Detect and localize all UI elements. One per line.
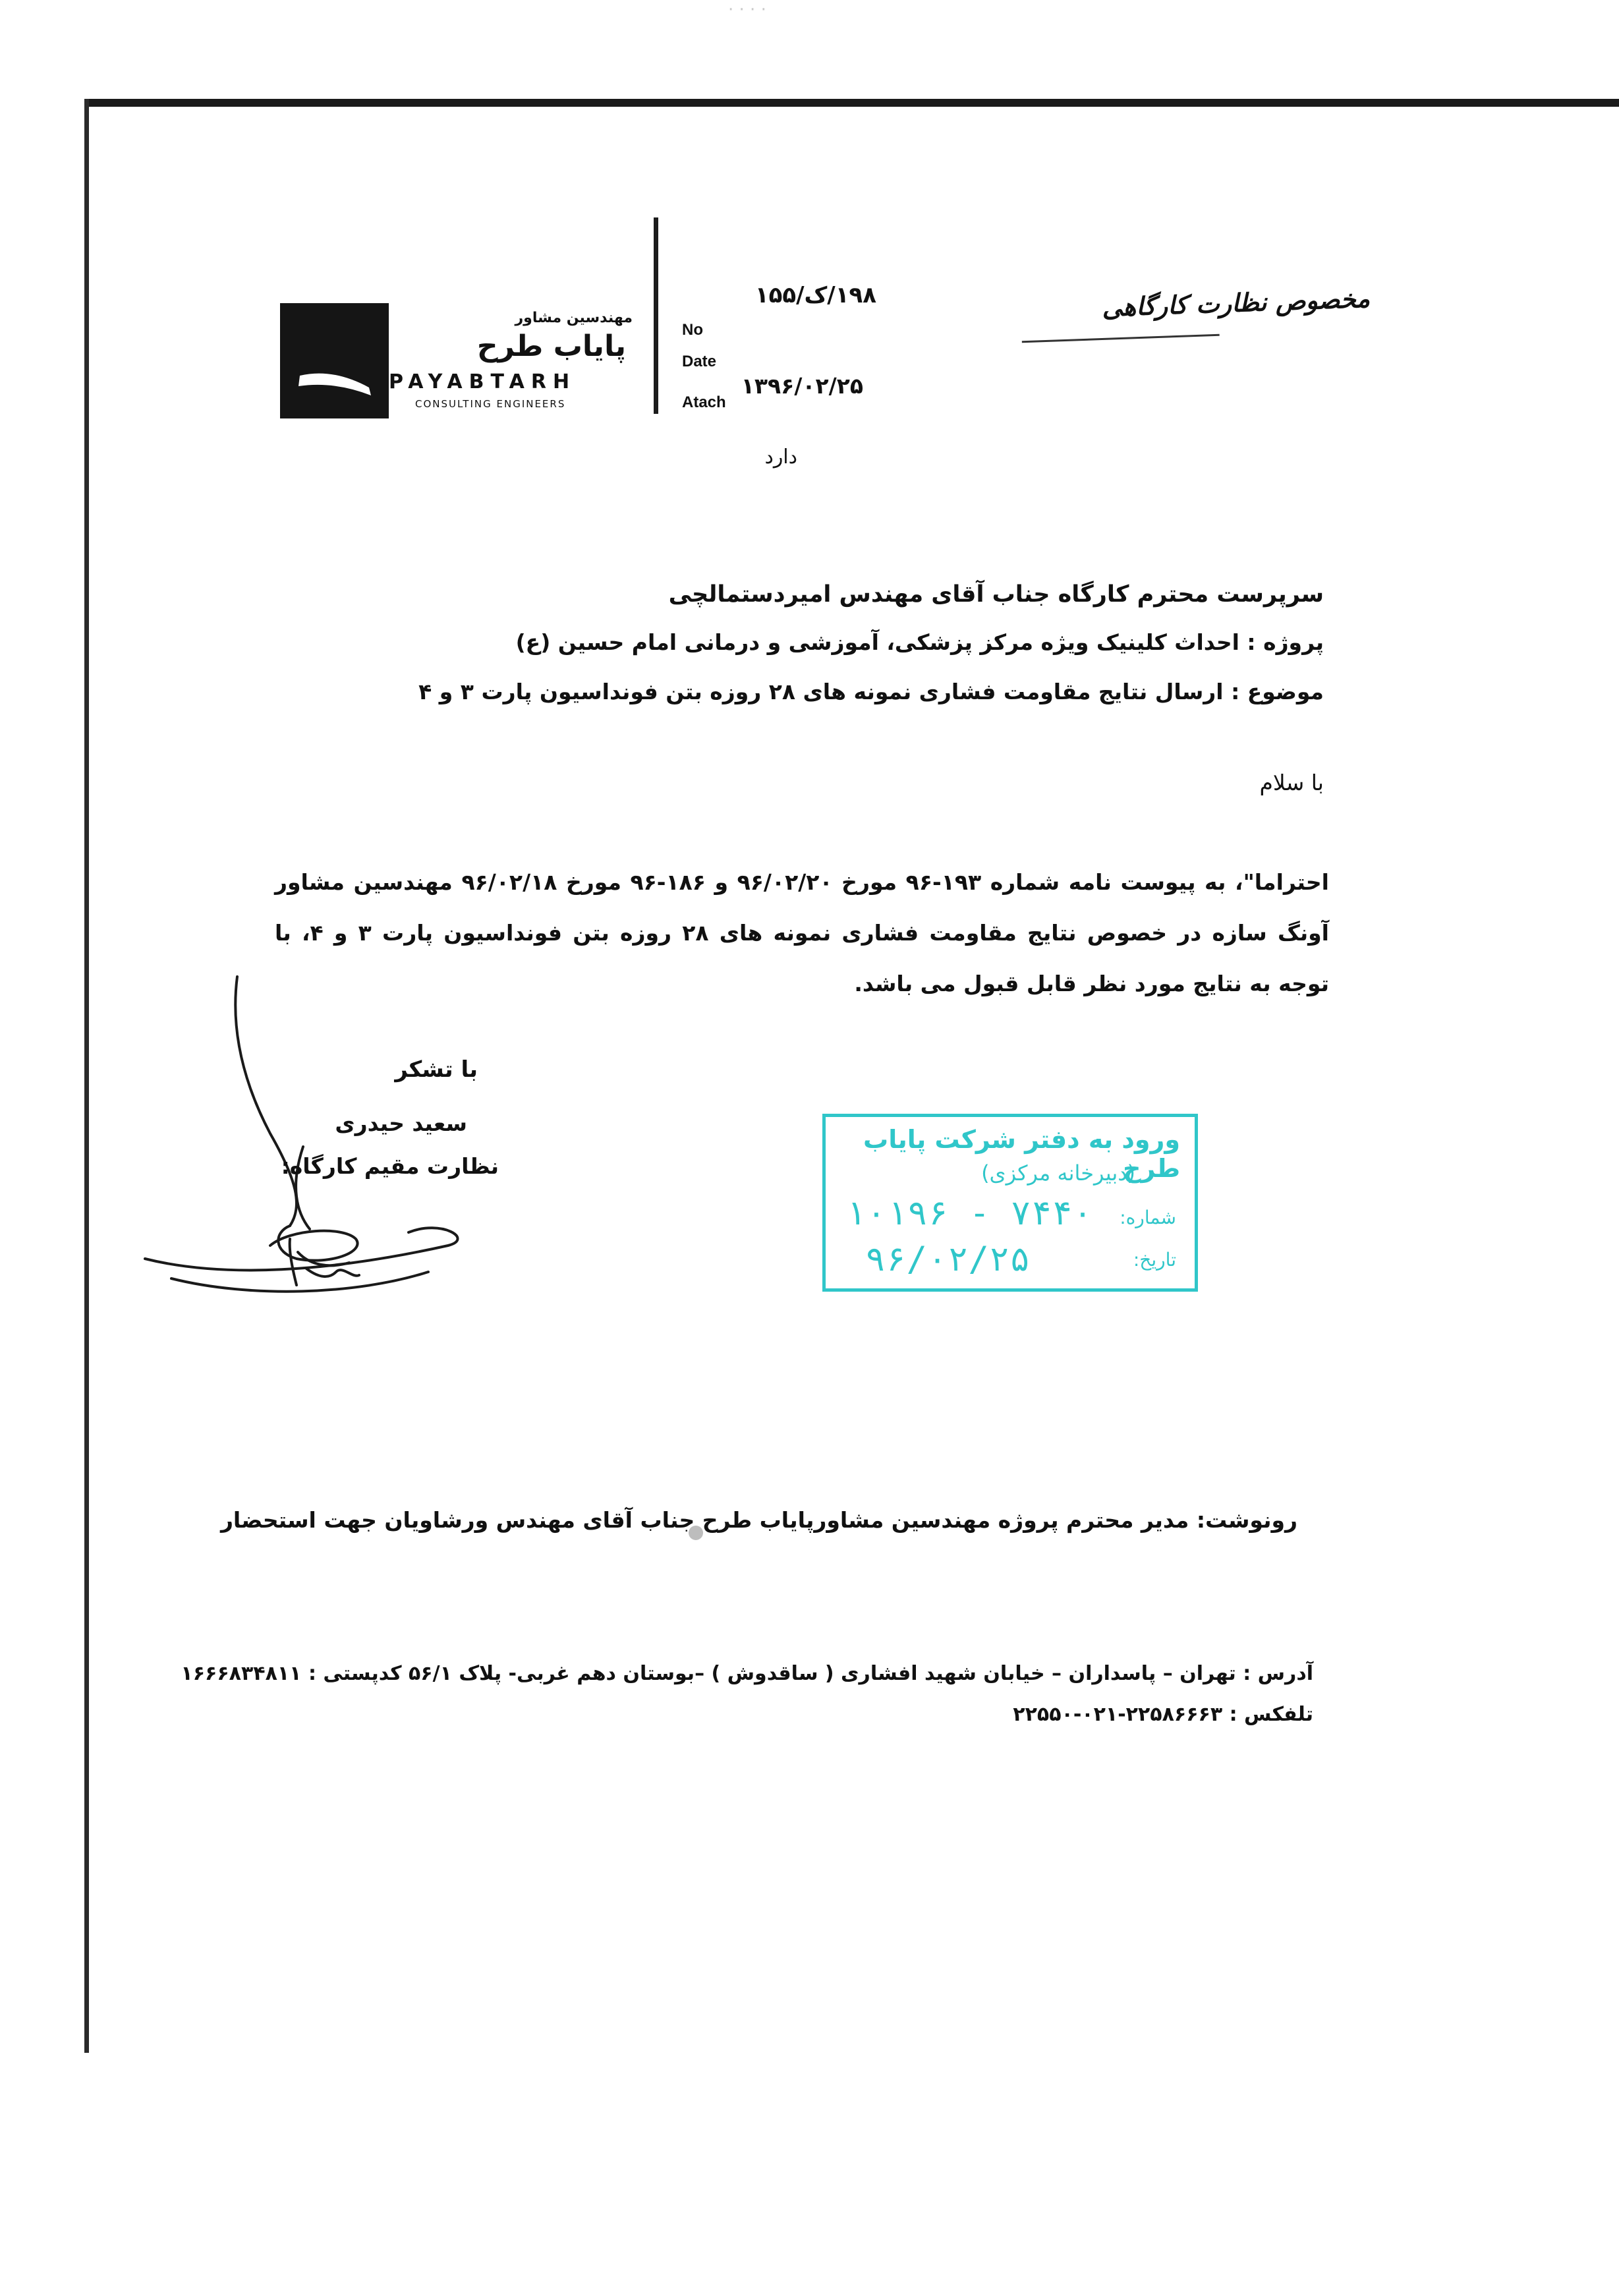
header-separator	[654, 217, 658, 414]
number-label: No	[682, 321, 703, 339]
project-line: پروژه : احداث کلینیک ویژه مرکز پزشکی، آموزشی و درمانی امام حسین (ع)	[515, 629, 1324, 655]
carbon-copy-line: رونوشت: مدیر محترم پروژه مهندسین مشاورپایاب طرح جناب آقای مهندس ورشاویان جهت استحضار	[220, 1507, 1297, 1533]
greeting: با سلام	[1259, 770, 1324, 795]
stamp-date: ۹۶/۰۲/۲۵	[865, 1240, 1031, 1279]
company-subtitle-en: CONSULTING ENGINEERS	[415, 398, 566, 410]
company-logo-icon	[280, 303, 389, 418]
address-line: آدرس : تهران – پاسداران – خیابان شهید افشاری ( ساقدوش ) –بوستان دهم غربی- پلاک ۵۶/۱ کدپستی : ۱۶۶۶۸۳۴۸۱۱	[181, 1662, 1313, 1685]
company-name-fa: پایاب طرح	[476, 330, 626, 363]
handwritten-signature	[132, 969, 461, 1311]
stamp-number-label: شماره:	[1120, 1207, 1176, 1228]
signer-name: سعید حیدری	[335, 1110, 467, 1136]
scan-marks: · · · ·	[728, 0, 766, 20]
attachment-label: Atach	[682, 393, 726, 411]
attachment-value: دارد	[764, 445, 797, 469]
subject-line: موضوع : ارسال نتایج مقاومت فشاری نمونه های ۲۸ روزه بتن فونداسیون پارت ۳ و ۴	[418, 679, 1324, 704]
confidential-underline	[1022, 334, 1220, 343]
letter-number: ۱۹۸/ک/۱۵۵	[754, 282, 876, 308]
signature-thanks: با تشکر	[395, 1056, 478, 1083]
stamp-subtitle: (دبیرخانه مرکزی)	[981, 1161, 1135, 1186]
company-name-en: PAYABTARH	[389, 370, 577, 393]
stamp-date-label: تاریخ:	[1133, 1249, 1176, 1271]
body-paragraph: احتراما"، به پیوست نامه شماره ۱۹۳-۹۶ مورخ ۹۶/۰۲/۲۰ و ۱۸۶-۹۶ مورخ ۹۶/۰۲/۱۸ مهندسین مشاور آونگ سازه در خصوص نتایج مقاومت فشاری نمونه های ۲۸ روزه بتن فونداسیون پارت ۳ و ۴، با توجه به نتایج مورد نظر قابل قبول می باشد.	[275, 869, 1329, 996]
confidential-text: مخصوص نظارت کارگاهی	[1101, 283, 1371, 322]
scan-frame-left	[84, 99, 89, 2053]
letter-date: ۱۳۹۶/۰۲/۲۵	[741, 373, 863, 399]
recipient: سرپرست محترم کارگاه جناب آقای مهندس امیردستمالچی	[668, 581, 1324, 608]
company-subtitle-fa: مهندسین مشاور	[515, 310, 633, 326]
signer-role: نظارت مقیم کارگاه:	[281, 1153, 499, 1179]
telfax-line: تلفکس : ۲۲۵۸۶۶۶۳-۰۲۱-۲۲۵۵۰	[1013, 1703, 1313, 1726]
scan-frame-top	[84, 99, 1619, 107]
date-label: Date	[682, 353, 717, 370]
confidential-note	[1020, 284, 1371, 362]
stamp-number: ۱۰۱۹۶ - ۷۴۴۰	[845, 1193, 1093, 1233]
receipt-stamp	[822, 1114, 1198, 1292]
stamp-title: ورود به دفتر شرکت پایاب طرح	[863, 1125, 1180, 1183]
